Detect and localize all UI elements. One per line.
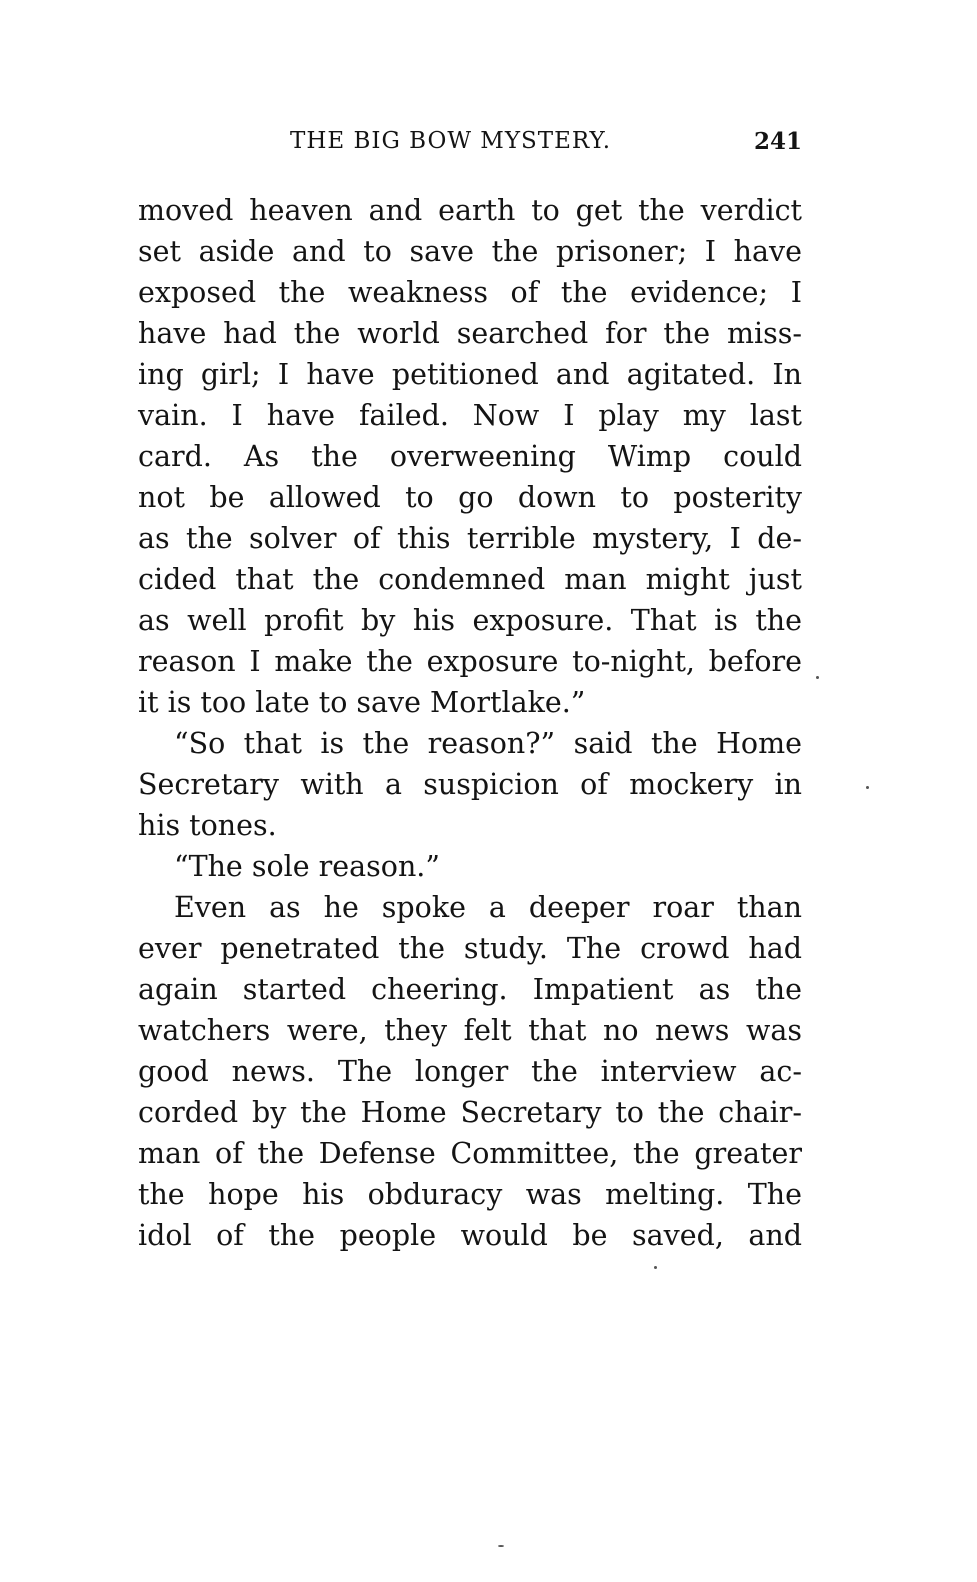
page-number: 241	[753, 128, 802, 155]
text-line: Even as he spoke a deeper roar than	[174, 891, 802, 924]
text-line: cided that the condemned man might just	[138, 563, 802, 596]
paper-speck	[816, 676, 819, 679]
text-line: card. As the overweening Wimp could	[138, 440, 802, 473]
body-text	[138, 190, 802, 1256]
text-line: set aside and to save the prisoner; I have	[138, 235, 802, 268]
text-line: it is too late to save Mortlake.”	[138, 686, 586, 719]
text-line: ing girl; I have petitioned and agitated. In	[138, 358, 802, 391]
text-line: “The sole reason.”	[174, 850, 440, 883]
text-line: good news. The longer the interview ac-	[138, 1055, 802, 1088]
text-line: again started cheering. Impatient as the	[138, 973, 802, 1006]
text-line: have had the world searched for the miss-	[138, 317, 802, 350]
text-line: “So that is the reason?” said the Home	[174, 727, 802, 760]
paper-speck	[654, 1266, 657, 1269]
text-line: idol of the people would be saved, and	[138, 1219, 802, 1252]
text-line: vain. I have failed. Now I play my last	[138, 399, 802, 432]
paper-speck	[866, 786, 869, 789]
text-line: moved heaven and earth to get the verdict	[138, 194, 802, 227]
text-line: ever penetrated the study. The crowd had	[138, 932, 802, 965]
text-line: as well profit by his exposure. That is the	[138, 604, 802, 637]
text-line: reason I make the exposure to-night, before	[138, 645, 802, 678]
text-line: the hope his obduracy was melting. The	[138, 1178, 802, 1211]
text-line: man of the Defense Committee, the greater	[138, 1137, 802, 1170]
running-title: THE BIG BOW MYSTERY.	[290, 128, 612, 154]
text-line: corded by the Home Secretary to the chair-	[138, 1096, 802, 1129]
text-line: not be allowed to go down to posterity	[138, 481, 802, 514]
running-head	[138, 128, 802, 164]
text-line: as the solver of this terrible mystery, I de-	[138, 522, 802, 555]
text-line: Secretary with a suspicion of mockery in	[138, 768, 802, 801]
text-line: his tones.	[138, 809, 277, 842]
text-line: exposed the weakness of the evidence; I	[138, 276, 802, 309]
text-line: watchers were, they felt that no news was	[138, 1014, 802, 1047]
paper-speck	[498, 1545, 504, 1547]
